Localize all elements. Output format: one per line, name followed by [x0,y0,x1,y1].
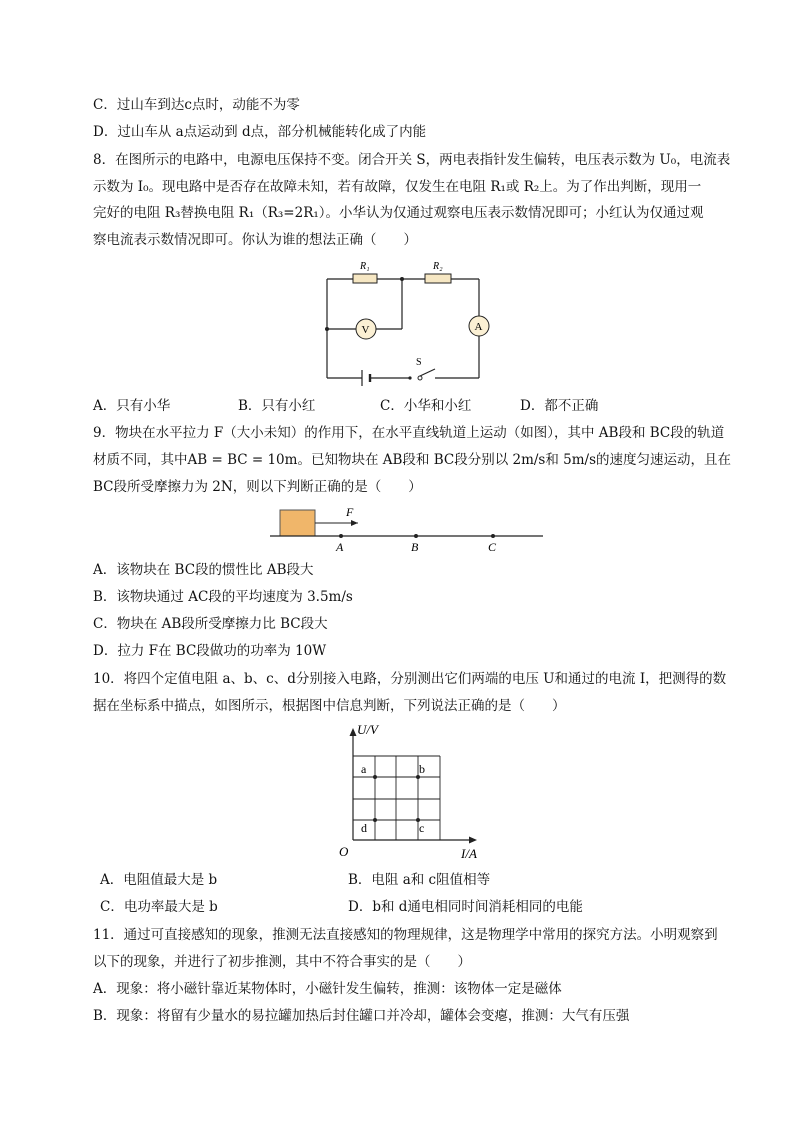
ammeter-label: A [474,321,483,333]
resistor-r2 [425,274,451,283]
block [280,510,315,536]
point-b-label: b [419,762,425,776]
force-arrow-icon [351,520,358,526]
voltmeter-label: V [361,324,370,336]
point-d-label: d [361,821,367,835]
q11-stem-line2: 以下的现象，并进行了初步推测，其中不符合事实的是（ ） [93,954,471,970]
q9-track-diagram [270,500,550,556]
q10-stem-line2: 据在坐标系中描点，如图所示，根据图中信息判断，下列说法正确的是（ ） [93,698,566,714]
point-d [373,818,377,822]
q7-option-c: C．过山车到达c点时，动能不为零 [93,97,300,113]
q8-option-b: B．只有小红 [238,398,316,414]
origin-label: O [339,844,349,859]
point-a-label: a [361,762,367,776]
q9-stem-line2: 材质不同，其中AB = BC = 10m。已知物块在 AB段和 BC段分别以 2m/s和 5m/s的速度匀速运动，且在 [93,452,732,468]
q10-option-a: A．电阻值最大是 b [100,872,218,888]
switch-icon [418,376,422,380]
point-a [373,775,377,779]
battery-icon [362,370,370,386]
q8-option-c: C．小华和小红 [380,398,472,414]
q10-option-d: D．b和 d通电相同时间消耗相同的电能 [348,899,583,915]
r2-label: R₂ [433,261,443,272]
point-c-label: C [488,540,497,554]
q11-stem-line1: 11．通过可直接感知的现象，推测无法直接感知的物理规律，这是物理学中常用的探究方法。小明观察到 [93,927,718,943]
point-a-label: A [336,540,344,554]
q8-stem-line3: 完好的电阻 R₃替换电阻 R₁（R₃=2R₁）。小华认为仅通过观察电压表示数情况即可；小红认为仅通过观 [93,205,704,221]
q7-option-d: D．过山车从 a点运动到 d点，部分机械能转化成了内能 [93,124,427,140]
q8-option-d: D．都不正确 [520,398,599,414]
q8-stem-line4: 察电流表示数情况即可。你认为谁的想法正确（ ） [93,232,417,248]
q8-circuit-diagram [315,255,495,390]
q11-option-b: B．现象：将留有少量水的易拉罐加热后封住罐口并冷却，罐体会变瘪，推测：大气有压强 [93,1008,630,1024]
point-c-label: c [419,821,425,835]
q10-option-b: B．电阻 a和 c阻值相等 [348,872,491,888]
y-axis-label: U/V [357,722,378,737]
q9-stem-line1: 9．物块在水平拉力 F（大小未知）的作用下，在水平直线轨道上运动（如图），其中 AB段和 BC段的轨道 [93,425,725,441]
q11-option-a: A．现象：将小磁针靠近某物体时，小磁针发生偏转，推测：该物体一定是磁体 [93,981,562,997]
q8-option-a: A．只有小华 [93,398,171,414]
switch-label: S [416,357,422,368]
q10-option-c: C．电功率最大是 b [100,899,218,915]
q9-option-d: D．拉力 F在 BC段做功的功率为 10W [93,643,327,659]
force-label: F [346,505,354,519]
q9-option-b: B．该物块通过 AC段的平均速度为 3.5m/s [93,589,353,605]
q10-stem-line1: 10．将四个定值电阻 a、b、c、d分别接入电路，分别测出它们两端的电压 U和通过的电流 I，把测得的数 [93,671,727,687]
x-axis-label: I/A [461,846,477,861]
resistor-r1 [353,274,377,283]
q8-stem-line1: 8．在图所示的电路中，电源电压保持不变。闭合开关 S，两电表指针发生偏转，电压表示数为 U₀，电流表 [93,152,731,168]
q10-ui-graph [335,720,495,865]
r1-label: R₁ [360,261,370,272]
q9-stem-line3: BC段所受摩擦力为 2N，则以下判断正确的是（ ） [93,479,422,495]
q9-option-c: C．物块在 AB段所受摩擦力比 BC段大 [93,616,328,632]
point-b-label: B [411,540,419,554]
q8-stem-line2: 示数为 I₀。现电路中是否存在故障未知，若有故障，仅发生在电阻 R₁或 R₂上。为了作出判断，现用一 [93,179,702,195]
q9-option-a: A．该物块在 BC段的惯性比 AB段大 [93,562,314,578]
